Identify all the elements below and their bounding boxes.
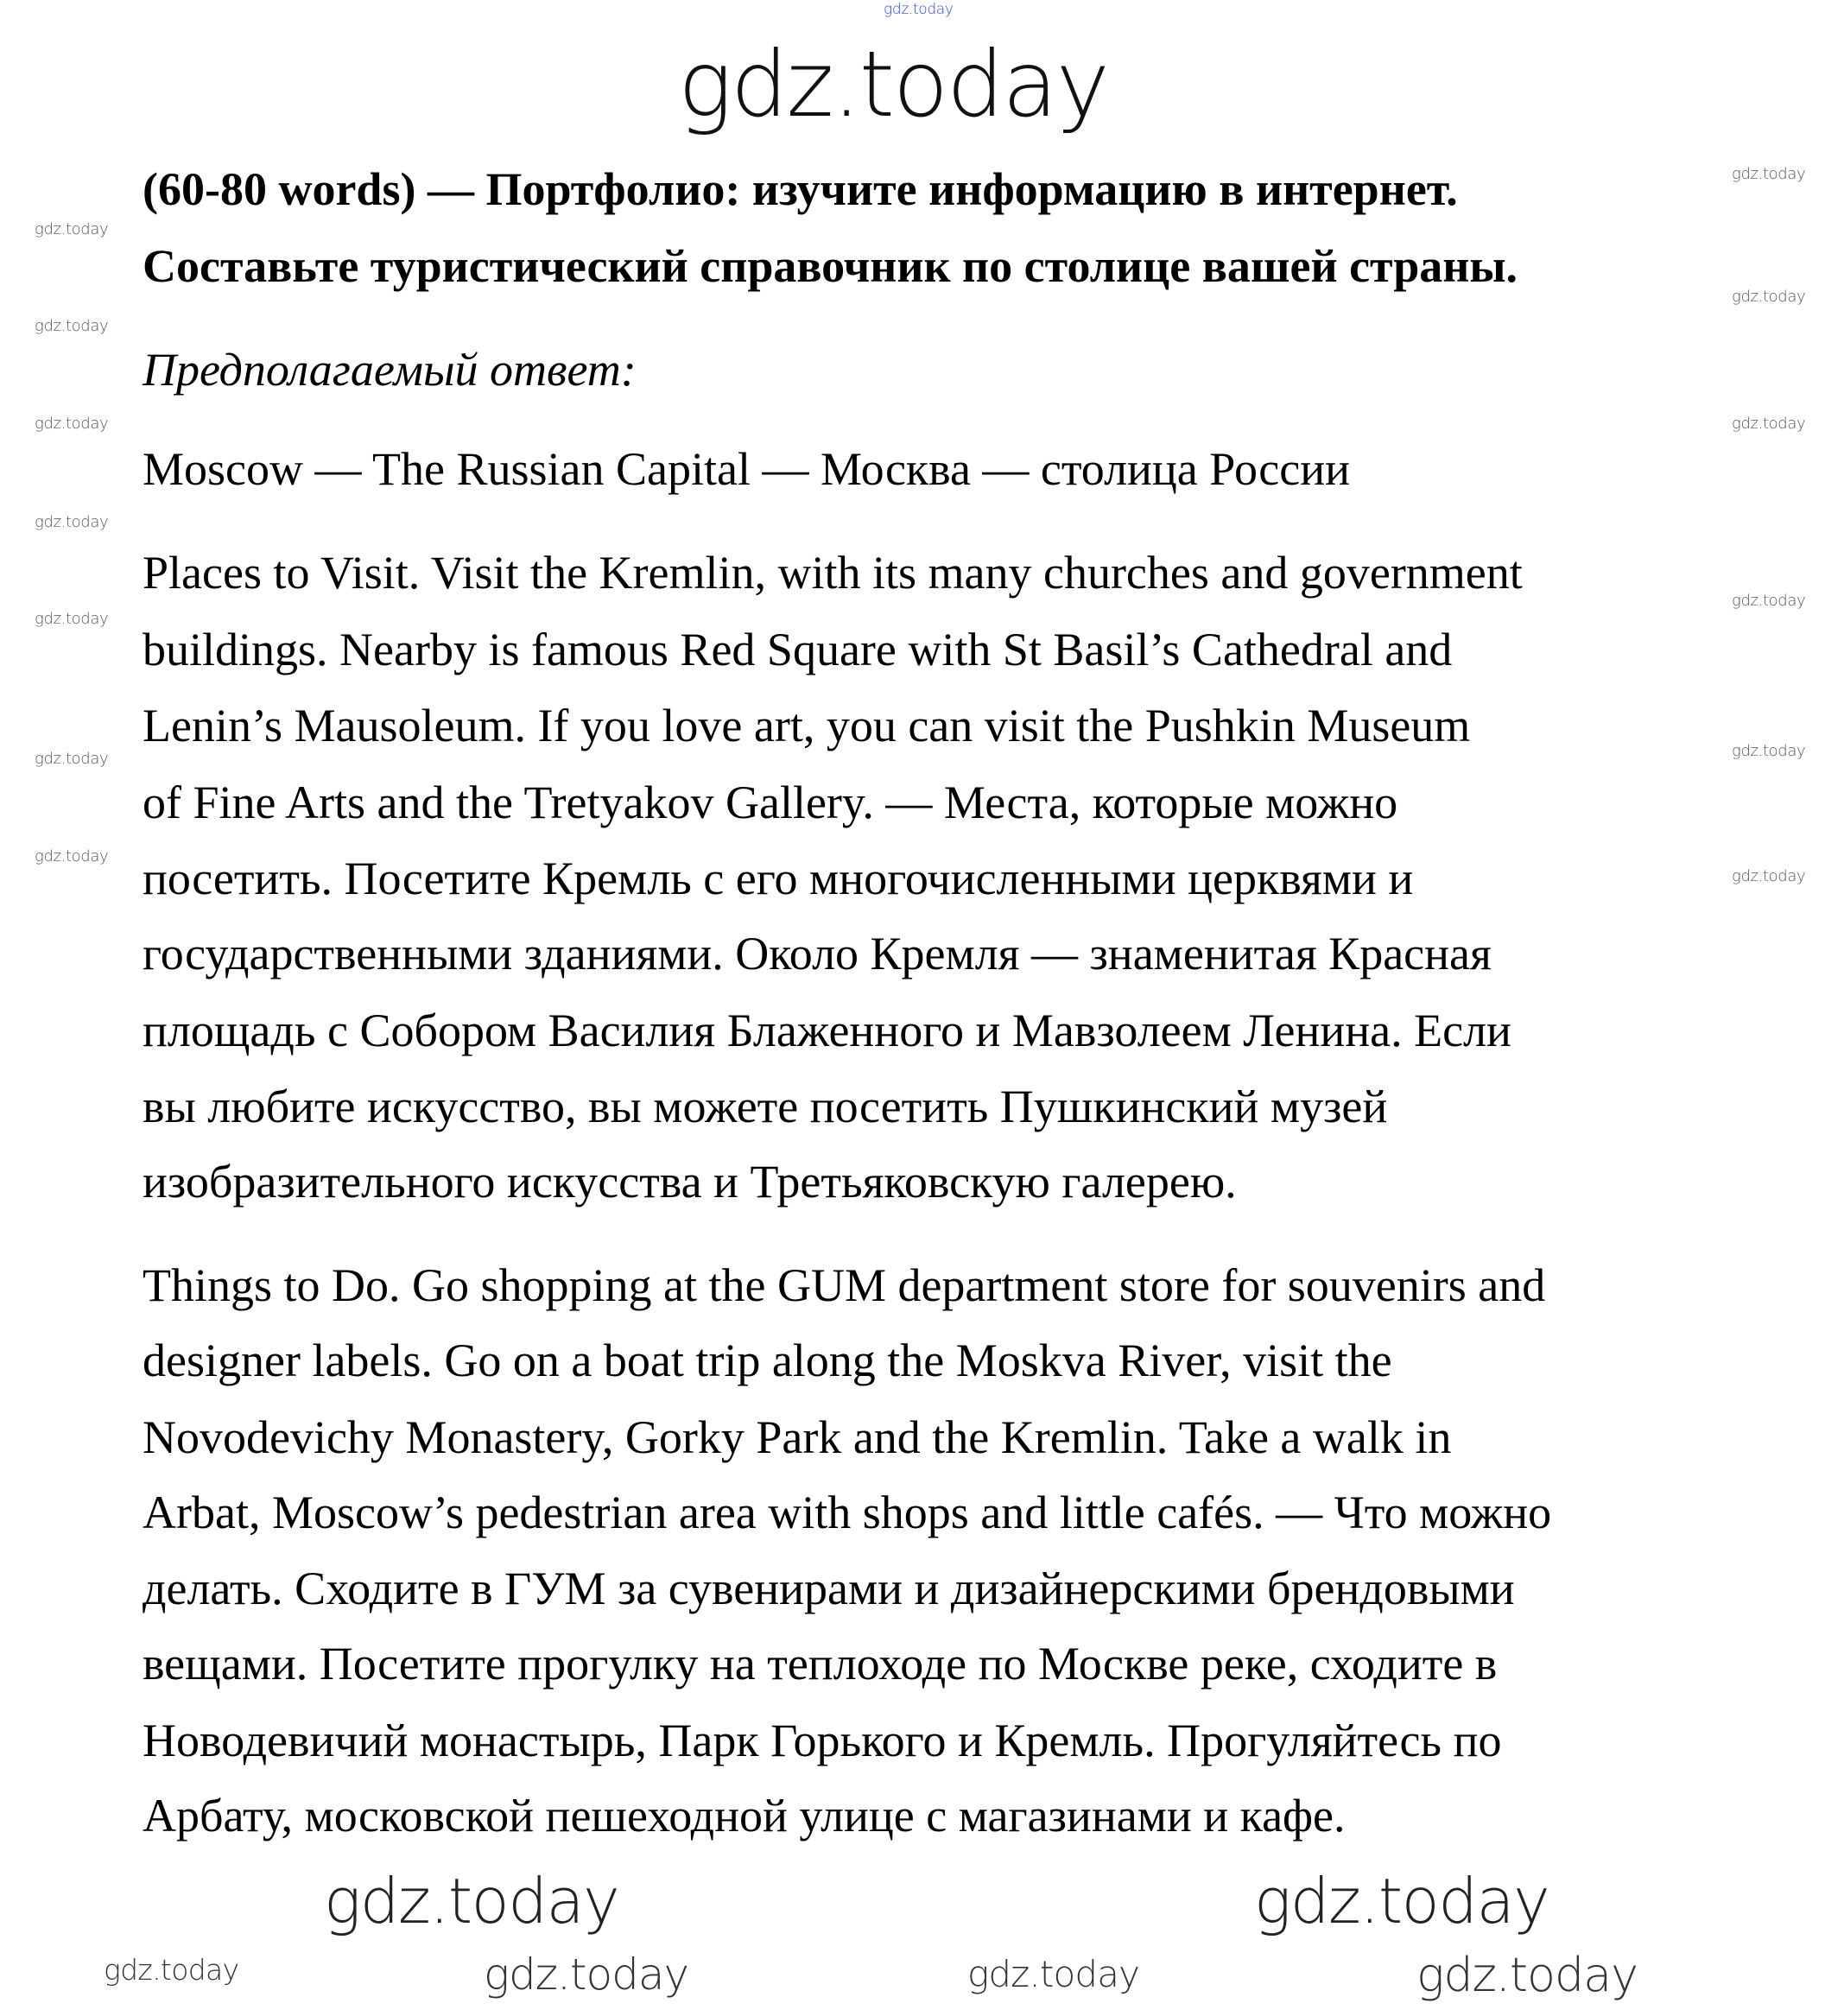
watermark: gdz.today [1732, 165, 1806, 183]
paragraph-line: вы любите искусство, вы можете посетить Пушкинский музей [143, 1081, 1388, 1132]
watermark: gdz.today [35, 750, 109, 768]
paragraph-line: Arbat, Moscow’s pedestrian area with shops and little cafés. — Что можно [143, 1487, 1552, 1538]
watermark: gdz.today [1732, 592, 1806, 610]
paragraph-line: посетить. Посетите Кремль с его многочисленными церквями и [143, 853, 1414, 904]
watermark: gdz.today [35, 513, 109, 531]
paragraph-line: Places to Visit. Visit the Kremlin, with its many churches and government [143, 547, 1523, 599]
paragraph-line: Арбату, московской пешеходной улице с магазинами и кафе. [143, 1790, 1346, 1842]
watermark: gdz.today [35, 610, 109, 628]
paragraph-line: of Fine Arts and the Tretyakov Gallery. — Места, которые можно [143, 777, 1398, 828]
paragraph-line: designer labels. Go on a boat trip along the Moskva River, visit the [143, 1334, 1392, 1386]
paragraph-line: площадь с Собором Василия Блаженного и Мавзолеем Ленина. Если [143, 1005, 1511, 1056]
paragraph-line: Новодевичий монастырь, Парк Горького и Кремль. Прогуляйтесь по [143, 1715, 1502, 1766]
paragraph-line: делать. Сходите в ГУМ за сувенирами и дизайнерскими брендовыми [143, 1563, 1515, 1614]
watermark: gdz.today [35, 847, 109, 865]
watermark: gdz.today [678, 32, 1108, 137]
watermark: gdz.today [1732, 415, 1806, 433]
watermark: gdz.today [967, 1953, 1140, 1995]
paragraph-line: вещами. Посетите прогулку на теплоходе по Москве реке, сходите в [143, 1638, 1498, 1690]
paragraph-line: buildings. Nearby is famous Red Square with St Basil’s Cathedral and [143, 624, 1453, 675]
paragraph-line: Novodevichy Monastery, Gorky Park and the Kremlin. Take a walk in [143, 1411, 1452, 1463]
watermark: gdz.today [35, 415, 109, 433]
task-line-2: Составьте туристический справочник по столице вашей страны. [143, 240, 1518, 292]
watermark: gdz.today [884, 1, 954, 18]
watermark: gdz.today [1732, 867, 1806, 885]
watermark: gdz.today [35, 317, 109, 335]
watermark: gdz.today [324, 1865, 619, 1937]
watermark: gdz.today [1254, 1865, 1549, 1937]
watermark: gdz.today [1732, 742, 1806, 760]
watermark: gdz.today [104, 1953, 239, 1987]
paragraph-line: государственными зданиями. Около Кремля — знаменитая Красная [143, 928, 1492, 979]
answer-title: Moscow — The Russian Capital — Москва — столица России [143, 443, 1351, 495]
task-line-1: (60-80 words) — Портфолио: изучите информацию в интернет. [143, 163, 1458, 215]
watermark: gdz.today [484, 1949, 689, 2000]
watermark: gdz.today [1732, 288, 1806, 306]
paragraph-line: Things to Do. Go shopping at the GUM department store for souvenirs and [143, 1259, 1546, 1311]
watermark: gdz.today [35, 220, 109, 238]
watermark: gdz.today [1416, 1948, 1638, 2002]
paragraph-line: изобразительного искусства и Третьяковскую галерею. [143, 1156, 1237, 1208]
paragraph-line: Lenin’s Mausoleum. If you love art, you can visit the Pushkin Museum [143, 700, 1471, 751]
answer-label: Предполагаемый ответ: [143, 344, 637, 396]
